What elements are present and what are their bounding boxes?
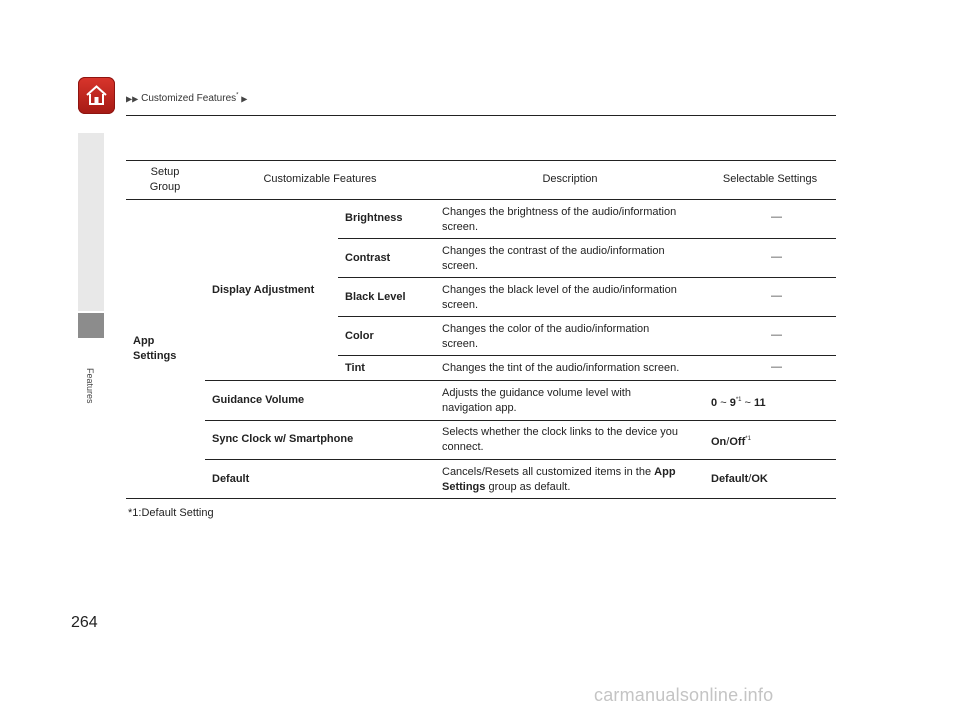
section-tab — [78, 133, 104, 311]
chevron-right-icon: ▶ — [241, 94, 248, 104]
header-description: Description — [542, 173, 598, 185]
watermark: carmanualsonline.info — [594, 685, 774, 705]
display-adjustment-label: Display Adjustment — [212, 284, 315, 296]
row-divider — [338, 355, 836, 356]
setup-group-app-settings: App Settings — [133, 335, 177, 362]
feature-name: Color — [345, 330, 374, 342]
feature-name: Black Level — [345, 291, 406, 303]
feature-description: Changes the black level of the audio/information screen. — [442, 284, 677, 311]
setting-value: — — [771, 290, 782, 302]
breadcrumb-link[interactable]: Customized Features* — [141, 93, 239, 105]
feature-description: Selects whether the clock links to the device you connect. — [442, 426, 679, 453]
header-rule — [126, 115, 836, 116]
section-tab-label: Features — [85, 368, 95, 404]
row-divider — [338, 238, 836, 239]
row-divider — [205, 380, 836, 381]
table-bottom-rule — [126, 498, 836, 499]
home-icon — [84, 83, 109, 108]
feature-description: Changes the brightness of the audio/information screen. — [442, 206, 677, 233]
header-selectable-settings: Selectable Settings — [722, 173, 818, 185]
table-header-rule — [126, 199, 836, 200]
header-setup-group: Setup Group — [149, 166, 181, 193]
setting-value: — — [771, 329, 782, 341]
page-number: 264 — [71, 614, 98, 631]
feature-description: Changes the contrast of the audio/information screen. — [442, 245, 665, 272]
table-top-rule — [126, 160, 836, 161]
setting-value: — — [771, 361, 782, 373]
row-divider — [338, 277, 836, 278]
row-divider — [338, 316, 836, 317]
row-divider — [205, 420, 836, 421]
section-tab-active[interactable] — [78, 313, 104, 338]
setting-value: — — [771, 211, 782, 223]
setting-value: 0 ~ 9$^{*1}$ ~ 11 — [711, 397, 766, 409]
row-divider — [205, 459, 836, 460]
feature-name: Guidance Volume — [212, 394, 305, 406]
setting-value: Default/OK — [711, 473, 768, 485]
home-button[interactable] — [78, 77, 115, 114]
footnote: *1:Default Setting — [128, 507, 214, 519]
feature-description: Changes the tint of the audio/information screen. — [442, 362, 680, 374]
feature-name: Contrast — [345, 252, 391, 264]
header-customizable-features: Customizable Features — [263, 173, 377, 185]
feature-name: Brightness — [345, 212, 403, 224]
chevron-right-icon: ▶▶ — [126, 94, 139, 104]
feature-description: Cancels/Resets all customized items in the App Settings group as default. — [442, 466, 676, 493]
feature-name: Default — [212, 473, 250, 485]
feature-name: Sync Clock w/ Smartphone — [212, 433, 354, 445]
setting-value: — — [771, 251, 782, 263]
feature-name: Tint — [345, 362, 365, 374]
setting-value: On/Off$^{*1}$ — [711, 436, 751, 448]
feature-description: Changes the color of the audio/information screen. — [442, 323, 650, 350]
breadcrumb — [126, 93, 247, 104]
feature-description: Adjusts the guidance volume level with navigation app. — [442, 387, 631, 414]
